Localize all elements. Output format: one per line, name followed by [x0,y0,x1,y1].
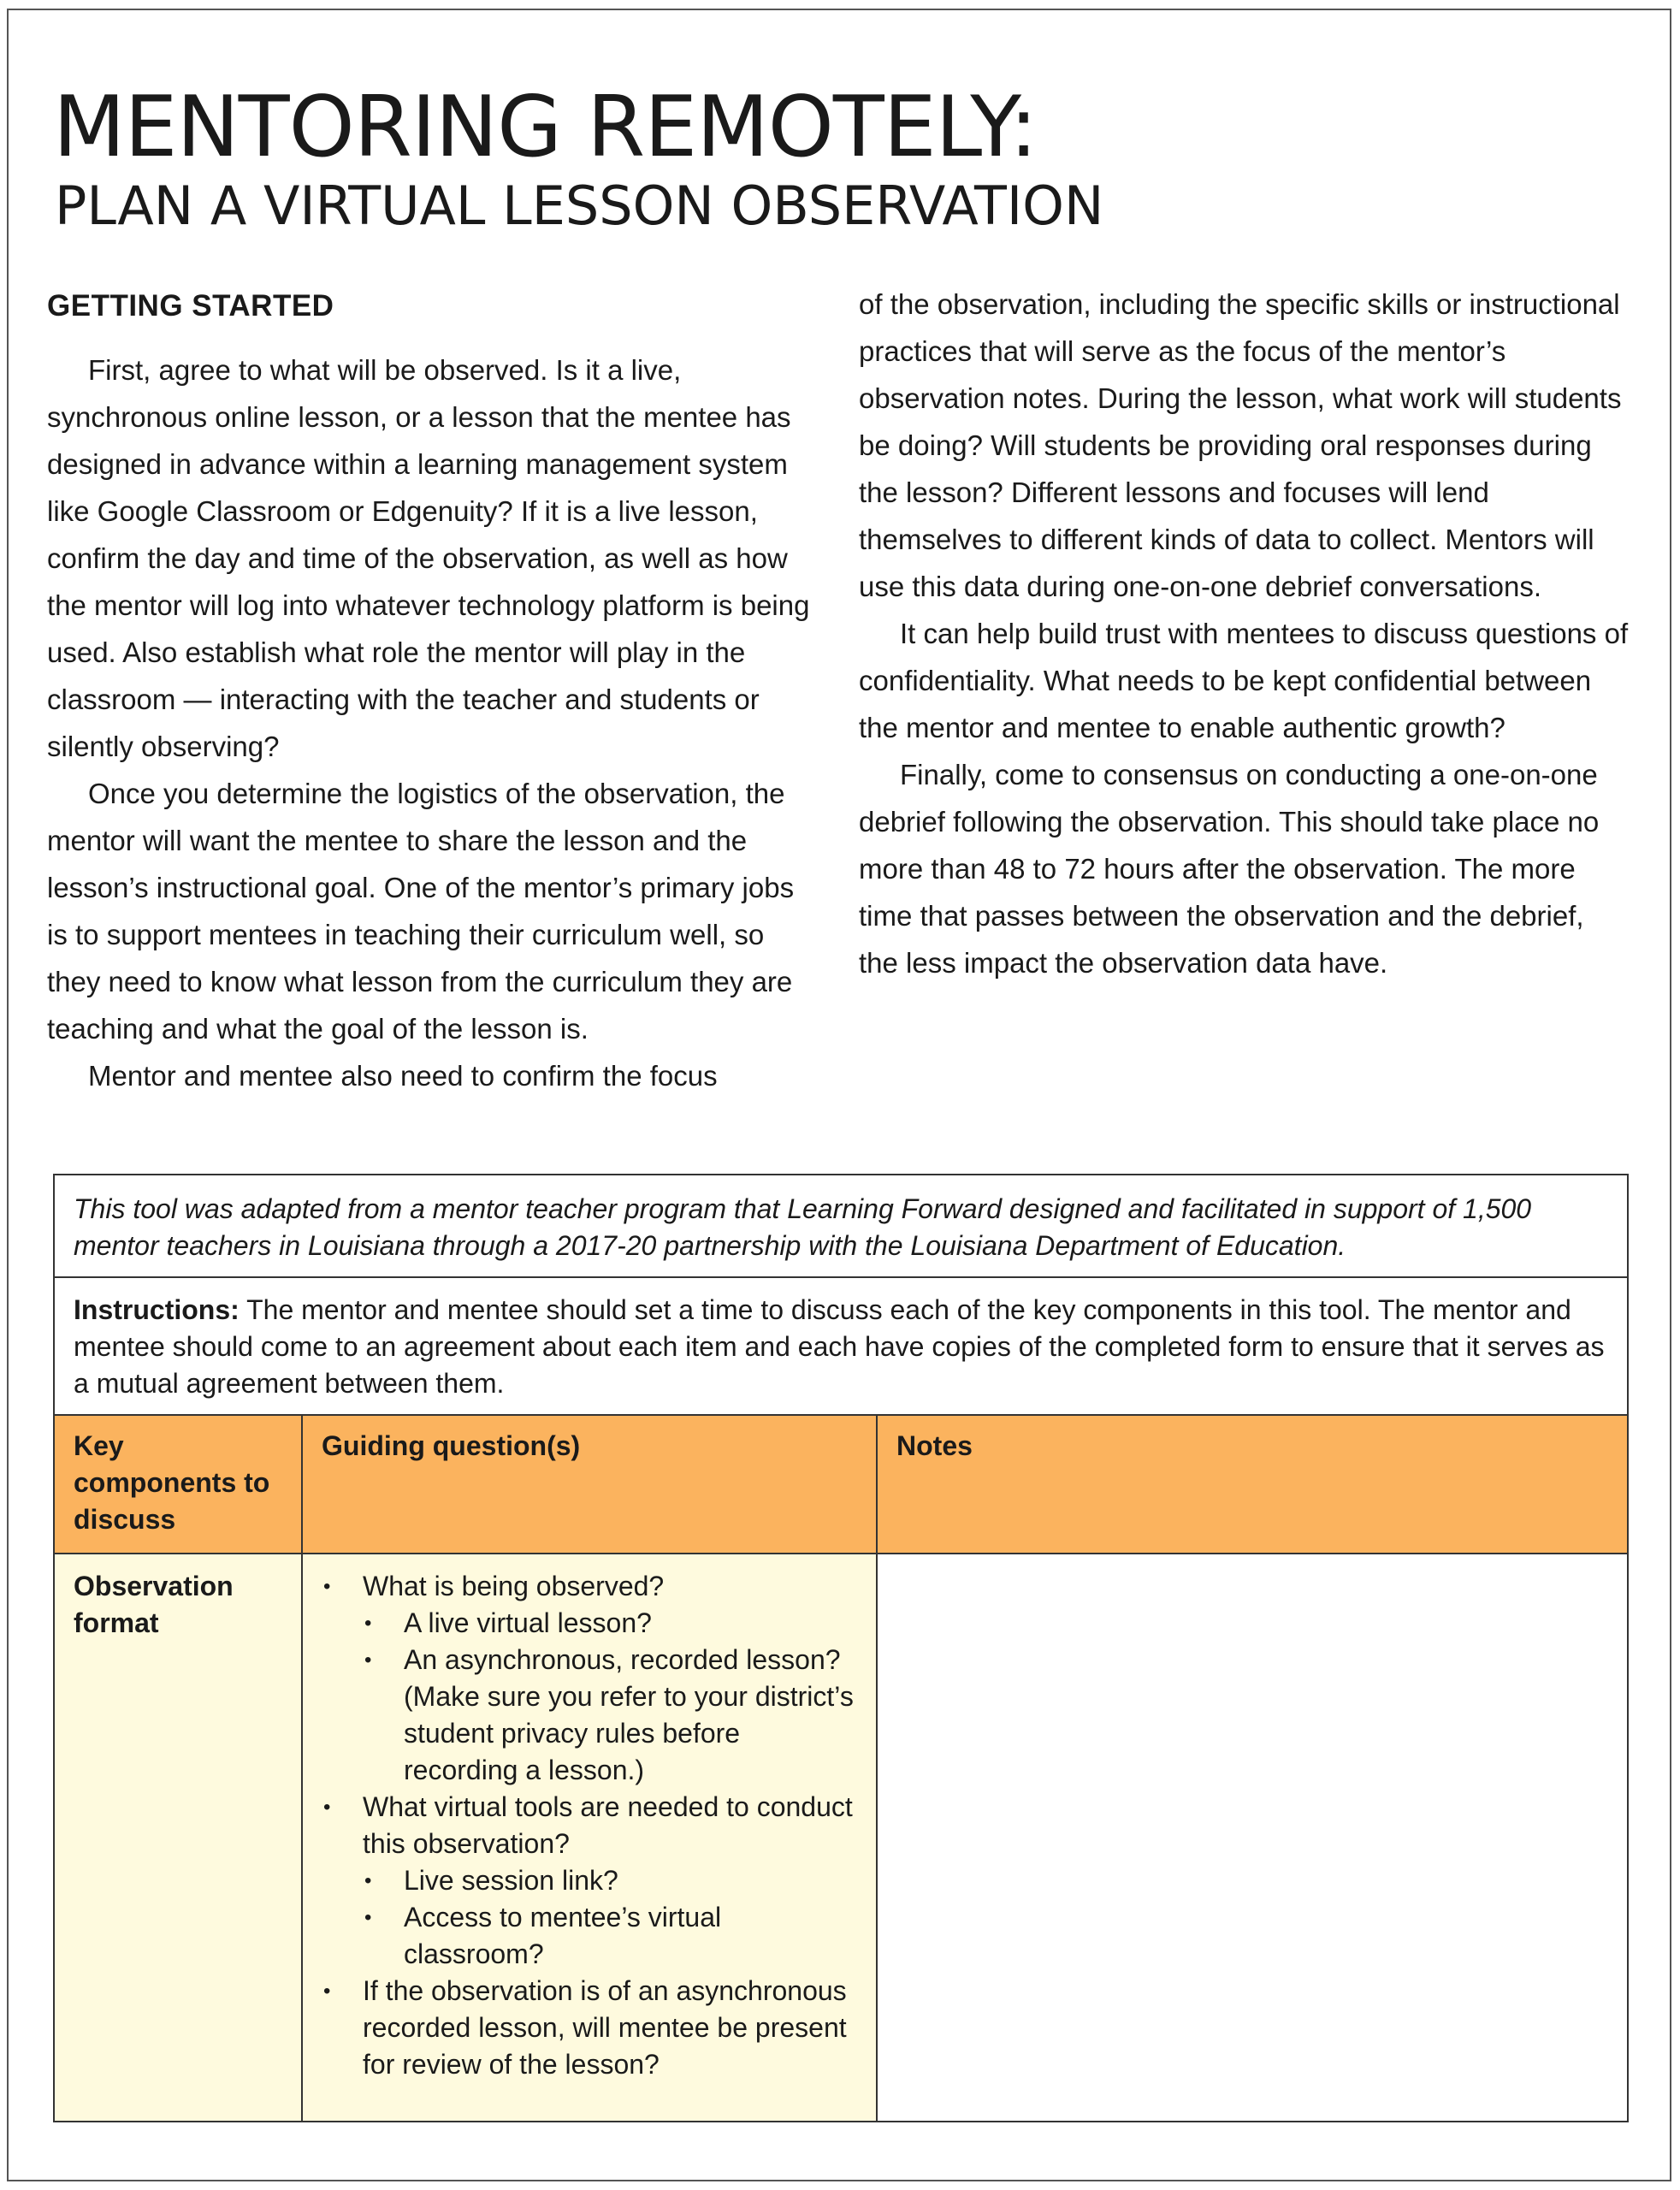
right-column [859,281,1629,986]
list-item: • Live session link? [363,1862,857,1899]
list-item [322,1568,857,1789]
sub-question-list [363,1605,857,1789]
section-heading: GETTING STARTED [47,289,334,323]
list-item [322,1789,857,1973]
row-guiding-questions [302,1554,877,2122]
body-paragraph: Finally, come to consensus on conducting a one-on-one debrief following the observation. This should take place no more than 48 to 72 hours after the observation. The more time that passes between the observation and the debrief, the less impact the observation data have. [859,759,1600,979]
body-paragraph: of the observation, including the specific skills or instructional practices that will serve as the focus of the mentor’s observation notes. During the lesson, what work will students be doing? Will students be providing oral responses during the lesson? Different lessons and focuses will lend themselves to different kinds of data to collect. Mentors will use this data during one-on-one debrief conversations. [859,288,1622,602]
page-title: MENTORING REMOTELY: [53,79,1038,176]
list-item: • An asynchronous, recorded lesson? (Make sure you refer to your district’s student privacy rules before recording a lesson.) [363,1642,857,1789]
list-item: • Access to mentee’s virtual classroom? [363,1899,857,1973]
sub-question-list [363,1862,857,1973]
tool-source-note: This tool was adapted from a mentor teacher program that Learning Forward designed and facilitated in support of 1,500 mentor teachers in Louisiana through a 2017-20 partnership with the Louisiana Department of Education. [54,1175,1628,1277]
list-item [322,1973,857,2083]
table-instructions-row [54,1277,1628,1415]
question-list [322,1568,857,2083]
body-paragraph: First, agree to what will be observed. Is it a live, synchronous online lesson, or a lesson that the mentee has designed in advance within a learning management system like Google Classroom or Edgenuity? If it is a live lesson, confirm the day and time of the observation, as well as how the mentor will log into whatever technology platform is being used. Also establish what role the mentor will play in the classroom — interacting with the teacher and students or silently observing? [47,354,810,762]
table-row [54,1554,1628,2122]
question-text: If the observation is of an asynchronous recorded lesson, will mentee be present for review of the lesson? [363,1975,847,2080]
tool-instructions [54,1277,1628,1415]
body-paragraph: Once you determine the logistics of the observation, the mentor will want the mentee to share the lesson and the lesson’s instructional goal. One of the mentor’s primary jobs is to support mentees in teaching their curriculum well, so they need to know what lesson from the curriculum they are teaching and what the goal of the lesson is. [47,778,795,1045]
body-paragraph: It can help build trust with mentees to discuss questions of confidentiality. What needs to be kept confidential between the mentor and mentee to enable authentic growth? [859,618,1629,743]
question-text: What is being observed? [363,1571,665,1601]
column-header-components: Key components to discuss [54,1415,302,1554]
page-subtitle: PLAN A VIRTUAL LESSON OBSERVATION [55,175,1104,237]
observation-planning-table [53,1174,1629,2122]
row-component-label: Observation format [54,1554,302,2122]
question-text: What virtual tools are needed to conduct this observation? [363,1791,853,1859]
column-header-questions: Guiding question(s) [302,1415,877,1554]
body-paragraph: Mentor and mentee also need to confirm the focus [88,1060,718,1092]
column-header-notes: Notes [877,1415,1628,1554]
list-item: • A live virtual lesson? [363,1605,857,1642]
instructions-text: The mentor and mentee should set a time to discuss each of the key components in this tool. The mentor and mentee should come to an agreement about each item and each have copies of the completed form to ensure that it serves as a mutual agreement between them. [74,1294,1605,1399]
instructions-label: Instructions: [74,1294,240,1325]
table-note-row [54,1175,1628,1277]
table-header-row [54,1415,1628,1554]
left-column [47,282,817,1099]
row-notes-cell[interactable] [877,1554,1628,2122]
